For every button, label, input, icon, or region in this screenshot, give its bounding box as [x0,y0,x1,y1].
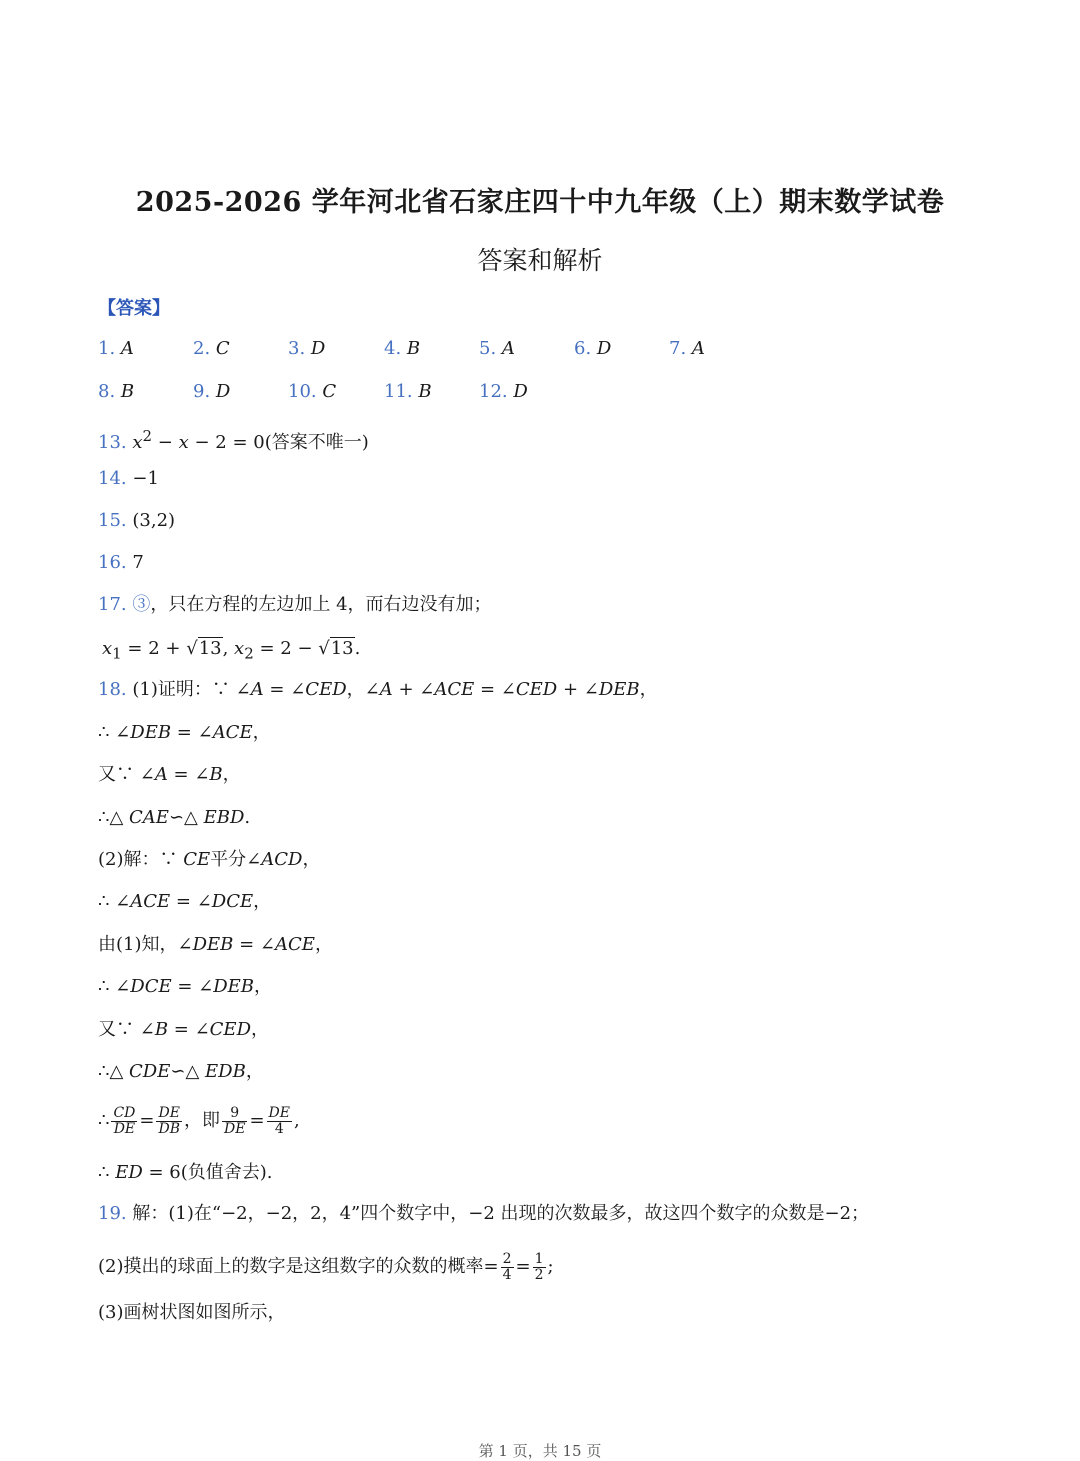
answer-18-line-7: 由(1)知，∠DEB = ∠ACE， [98,934,333,955]
answer-15: 15. (3,2) [98,510,176,531]
answer-18-line-4: ∴△ CAE∽△ EBD. [98,807,251,828]
mc-answer-4: 4. B [384,338,421,359]
answer-18-line-8: ∴ ∠DCE = ∠DEB， [98,976,273,997]
page-footer: 第 1 页，共 15 页 [478,1442,602,1460]
answer-19-line-2: (2)摸出的球面上的数字是这组数字的众数的概率= $\frac{2}{4}$ = $\frac{1}{2}$ ; [98,1250,554,1283]
mc-answer-11: 11. B [384,381,432,402]
mc-answer-2: 2. C [193,338,230,359]
answer-18-line-6: ∴ ∠ACE = ∠DCE， [98,891,272,912]
answer-18-line-1: 18. (1)证明：∵ ∠A = ∠CED，∠A + ∠ACE = ∠CED + ∠DEB， [98,679,658,700]
mc-answer-3: 3. D [288,338,326,359]
mc-answer-12: 12. D [479,381,528,402]
answer-section-label: 【答案】 [98,298,170,319]
mc-answer-7: 7. A [669,338,705,359]
answer-19-line-3: (3)画树状图如图所示， [98,1302,286,1323]
document-title: 2025-2026 学年河北省石家庄四十中九年级（上）期末数学试卷 [135,187,945,218]
document-subtitle: 答案和解析 [477,246,603,275]
answer-18-line-12: ∴ ED = 6(负值舍去). [98,1162,273,1183]
mc-answer-9: 9. D [193,381,231,402]
answer-18-line-3: 又∵ ∠A = ∠B， [98,764,241,785]
answer-13: 13. $x^2 - x - 2 = 0$(答案不唯一) [98,427,369,453]
mc-answer-8: 8. B [98,381,135,402]
answer-17: 17. ③，只在方程的左边加上 4，而右边没有加； [98,594,492,615]
answer-14: 14. −1 [98,468,159,489]
answer-16: 16. 7 [98,552,144,573]
mc-answer-10: 10. C [288,381,337,402]
answer-19-line-1: 19. 解：(1)在“−2，−2，2，4”四个数字中，−2 出现的次数最多，故这四个数字的众数是−2； [98,1203,870,1224]
answer-18-line-9: 又∵ ∠B = ∠CED， [98,1019,269,1040]
answer-18-line-10: ∴△ CDE∽△ EDB， [98,1061,264,1082]
mc-answer-5: 5. A [479,338,515,359]
answer-18-line-5: (2)解：∵ CE平分∠ACD， [98,849,321,870]
mc-answer-1: 1. A [98,338,134,359]
answer-18-line-11: ∴ $\frac{CD}{DE}$ = $\frac{DE}{DB}$ ，即 $\frac{9}{DE}$ = $\frac{DE}{4}$ , [98,1104,300,1137]
answer-18-line-2: ∴ ∠DEB = ∠ACE， [98,722,271,743]
mc-answer-6: 6. D [574,338,612,359]
answer-17-roots: $x_1 = 2 + √13$, $x_2 = 2 - √13$. [102,638,361,663]
